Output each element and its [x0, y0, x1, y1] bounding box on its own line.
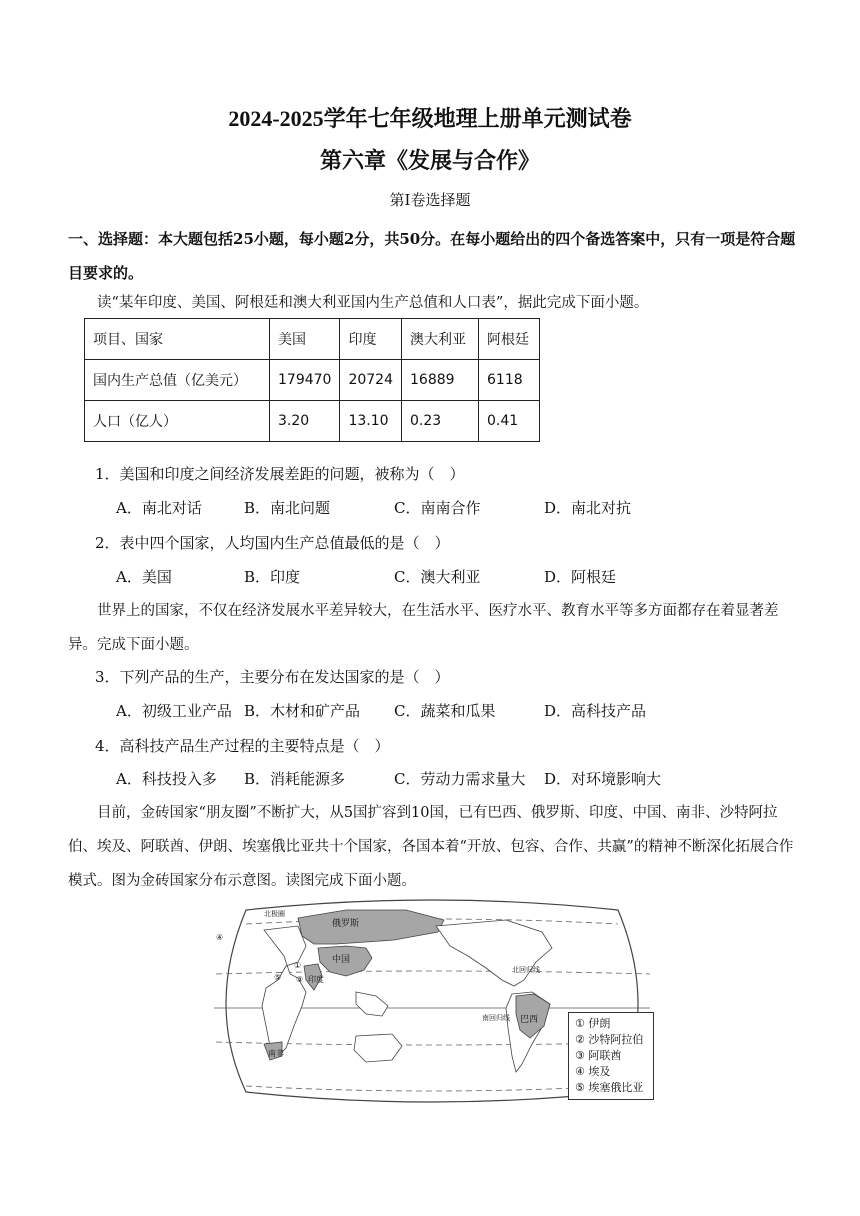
- option-d: D．阿根廷: [544, 568, 617, 586]
- table-header-cell: 阿根廷: [479, 319, 540, 360]
- option-b: B．消耗能源多: [244, 770, 346, 788]
- china-label: 中国: [332, 955, 351, 965]
- question-4-stem: 4．高科技产品生产过程的主要特点是（ ）: [95, 737, 390, 755]
- table-cell: 0.23: [402, 401, 479, 442]
- table-cell: 0.41: [479, 401, 540, 442]
- south-africa-label: 南非: [268, 1049, 284, 1058]
- part-title: 第Ⅰ卷选择题: [389, 191, 471, 209]
- option-c: C．蔬菜和瓜果: [394, 702, 496, 720]
- table-cell: 13.10: [340, 401, 402, 442]
- question-4-options: [116, 768, 816, 790]
- option-a: A．初级工业产品: [116, 702, 232, 720]
- legend-item-ethiopia: ⑤ 埃塞俄比亚: [575, 1081, 644, 1094]
- question-2-stem: 2．表中四个国家，人均国内生产总值最低的是（ ）: [95, 534, 450, 552]
- marker-1-label: ①: [294, 961, 302, 970]
- intro-development: 世界上的国家，不仅在经济发展水平差异较大，在生活水平、医疗水平、教育水平等多方面都存在着显著差异。完成下面小题。: [68, 603, 779, 653]
- legend-item-saudi: ② 沙特阿拉伯: [575, 1033, 644, 1046]
- legend-item-egypt: ④ 埃及: [575, 1065, 611, 1078]
- brazil-label: 巴西: [520, 1015, 539, 1025]
- india-label: 印度: [308, 975, 324, 984]
- option-c: C．劳动力需求量大: [394, 770, 526, 788]
- table-cell: 16889: [402, 360, 479, 401]
- marker-3-label: ③: [296, 975, 304, 984]
- section-instructions: 一、选择题：本大题包括25小题，每小题2分，共50分。在每小题给出的四个备选答案中，只有一项是符合题目要求的。: [68, 230, 796, 282]
- table-cell: 国内生产总值（亿美元）: [85, 360, 270, 401]
- option-d: D．高科技产品: [544, 702, 647, 720]
- chapter-title: 第六章《发展与合作》: [319, 148, 540, 174]
- option-b: B．南北问题: [244, 499, 331, 517]
- table-cell: 179470: [270, 360, 340, 401]
- option-a: A．科技投入多: [116, 770, 217, 788]
- legend-item-uae: ③ 阿联酋: [575, 1049, 622, 1062]
- option-d: D．南北对抗: [544, 499, 632, 517]
- table-header-row: [85, 319, 540, 360]
- page-title: 2024-2025学年七年级地理上册单元测试卷: [228, 106, 632, 131]
- gdp-population-table: [84, 318, 540, 442]
- option-a: A．南北对话: [116, 499, 202, 517]
- table-row: [85, 360, 540, 401]
- arctic-label: 北极圈: [264, 910, 285, 918]
- option-d: D．对环境影响大: [544, 770, 662, 788]
- tropic-north-label: 北回归线: [512, 966, 540, 974]
- table-header-cell: 印度: [340, 319, 402, 360]
- tropic-south-label: 南回归线: [482, 1014, 510, 1022]
- table-cell: 6118: [479, 360, 540, 401]
- legend-item-iran: ① 伊朗: [575, 1017, 611, 1030]
- table-header-cell: 美国: [270, 319, 340, 360]
- question-3-options: [116, 700, 816, 722]
- option-b: B．印度: [244, 568, 301, 586]
- marker-5-label: ⑤: [274, 973, 282, 982]
- intro-brics: 目前，金砖国家“朋友圈”不断扩大，从5国扩容到10国，已有巴西、俄罗斯、印度、中国、南非、沙特阿拉伯、埃及、阿联酋、伊朗、埃塞俄比亚共十个国家，各国本着“开放、包容、合作、共赢”的精神不断深化拓展合作模式。图为金砖国家分布示意图。读图完成下面小题。: [68, 805, 794, 889]
- option-b: B．木材和矿产品: [244, 702, 361, 720]
- table-row: [85, 401, 540, 442]
- question-3-stem: 3．下列产品的生产，主要分布在发达国家的是（ ）: [95, 668, 450, 686]
- question-1-options: [116, 497, 816, 519]
- table-header-cell: 澳大利亚: [402, 319, 479, 360]
- table-header-cell: 项目、国家: [85, 319, 270, 360]
- marker-4-label: ④: [216, 933, 224, 942]
- table-cell: 20724: [340, 360, 402, 401]
- intro-table: 读“某年印度、美国、阿根廷和澳大利亚国内生产总值和人口表”，据此完成下面小题。: [97, 295, 649, 311]
- russia-label: 俄罗斯: [332, 919, 360, 929]
- option-a: A．美国: [116, 568, 172, 586]
- option-c: C．南南合作: [394, 499, 481, 517]
- question-2-options: [116, 566, 816, 588]
- table-cell: 3.20: [270, 401, 340, 442]
- question-1-stem: 1．美国和印度之间经济发展差距的问题，被称为（ ）: [95, 465, 465, 483]
- option-c: C．澳大利亚: [394, 568, 481, 586]
- map-legend: [568, 1012, 654, 1100]
- table-cell: 人口（亿人）: [85, 401, 270, 442]
